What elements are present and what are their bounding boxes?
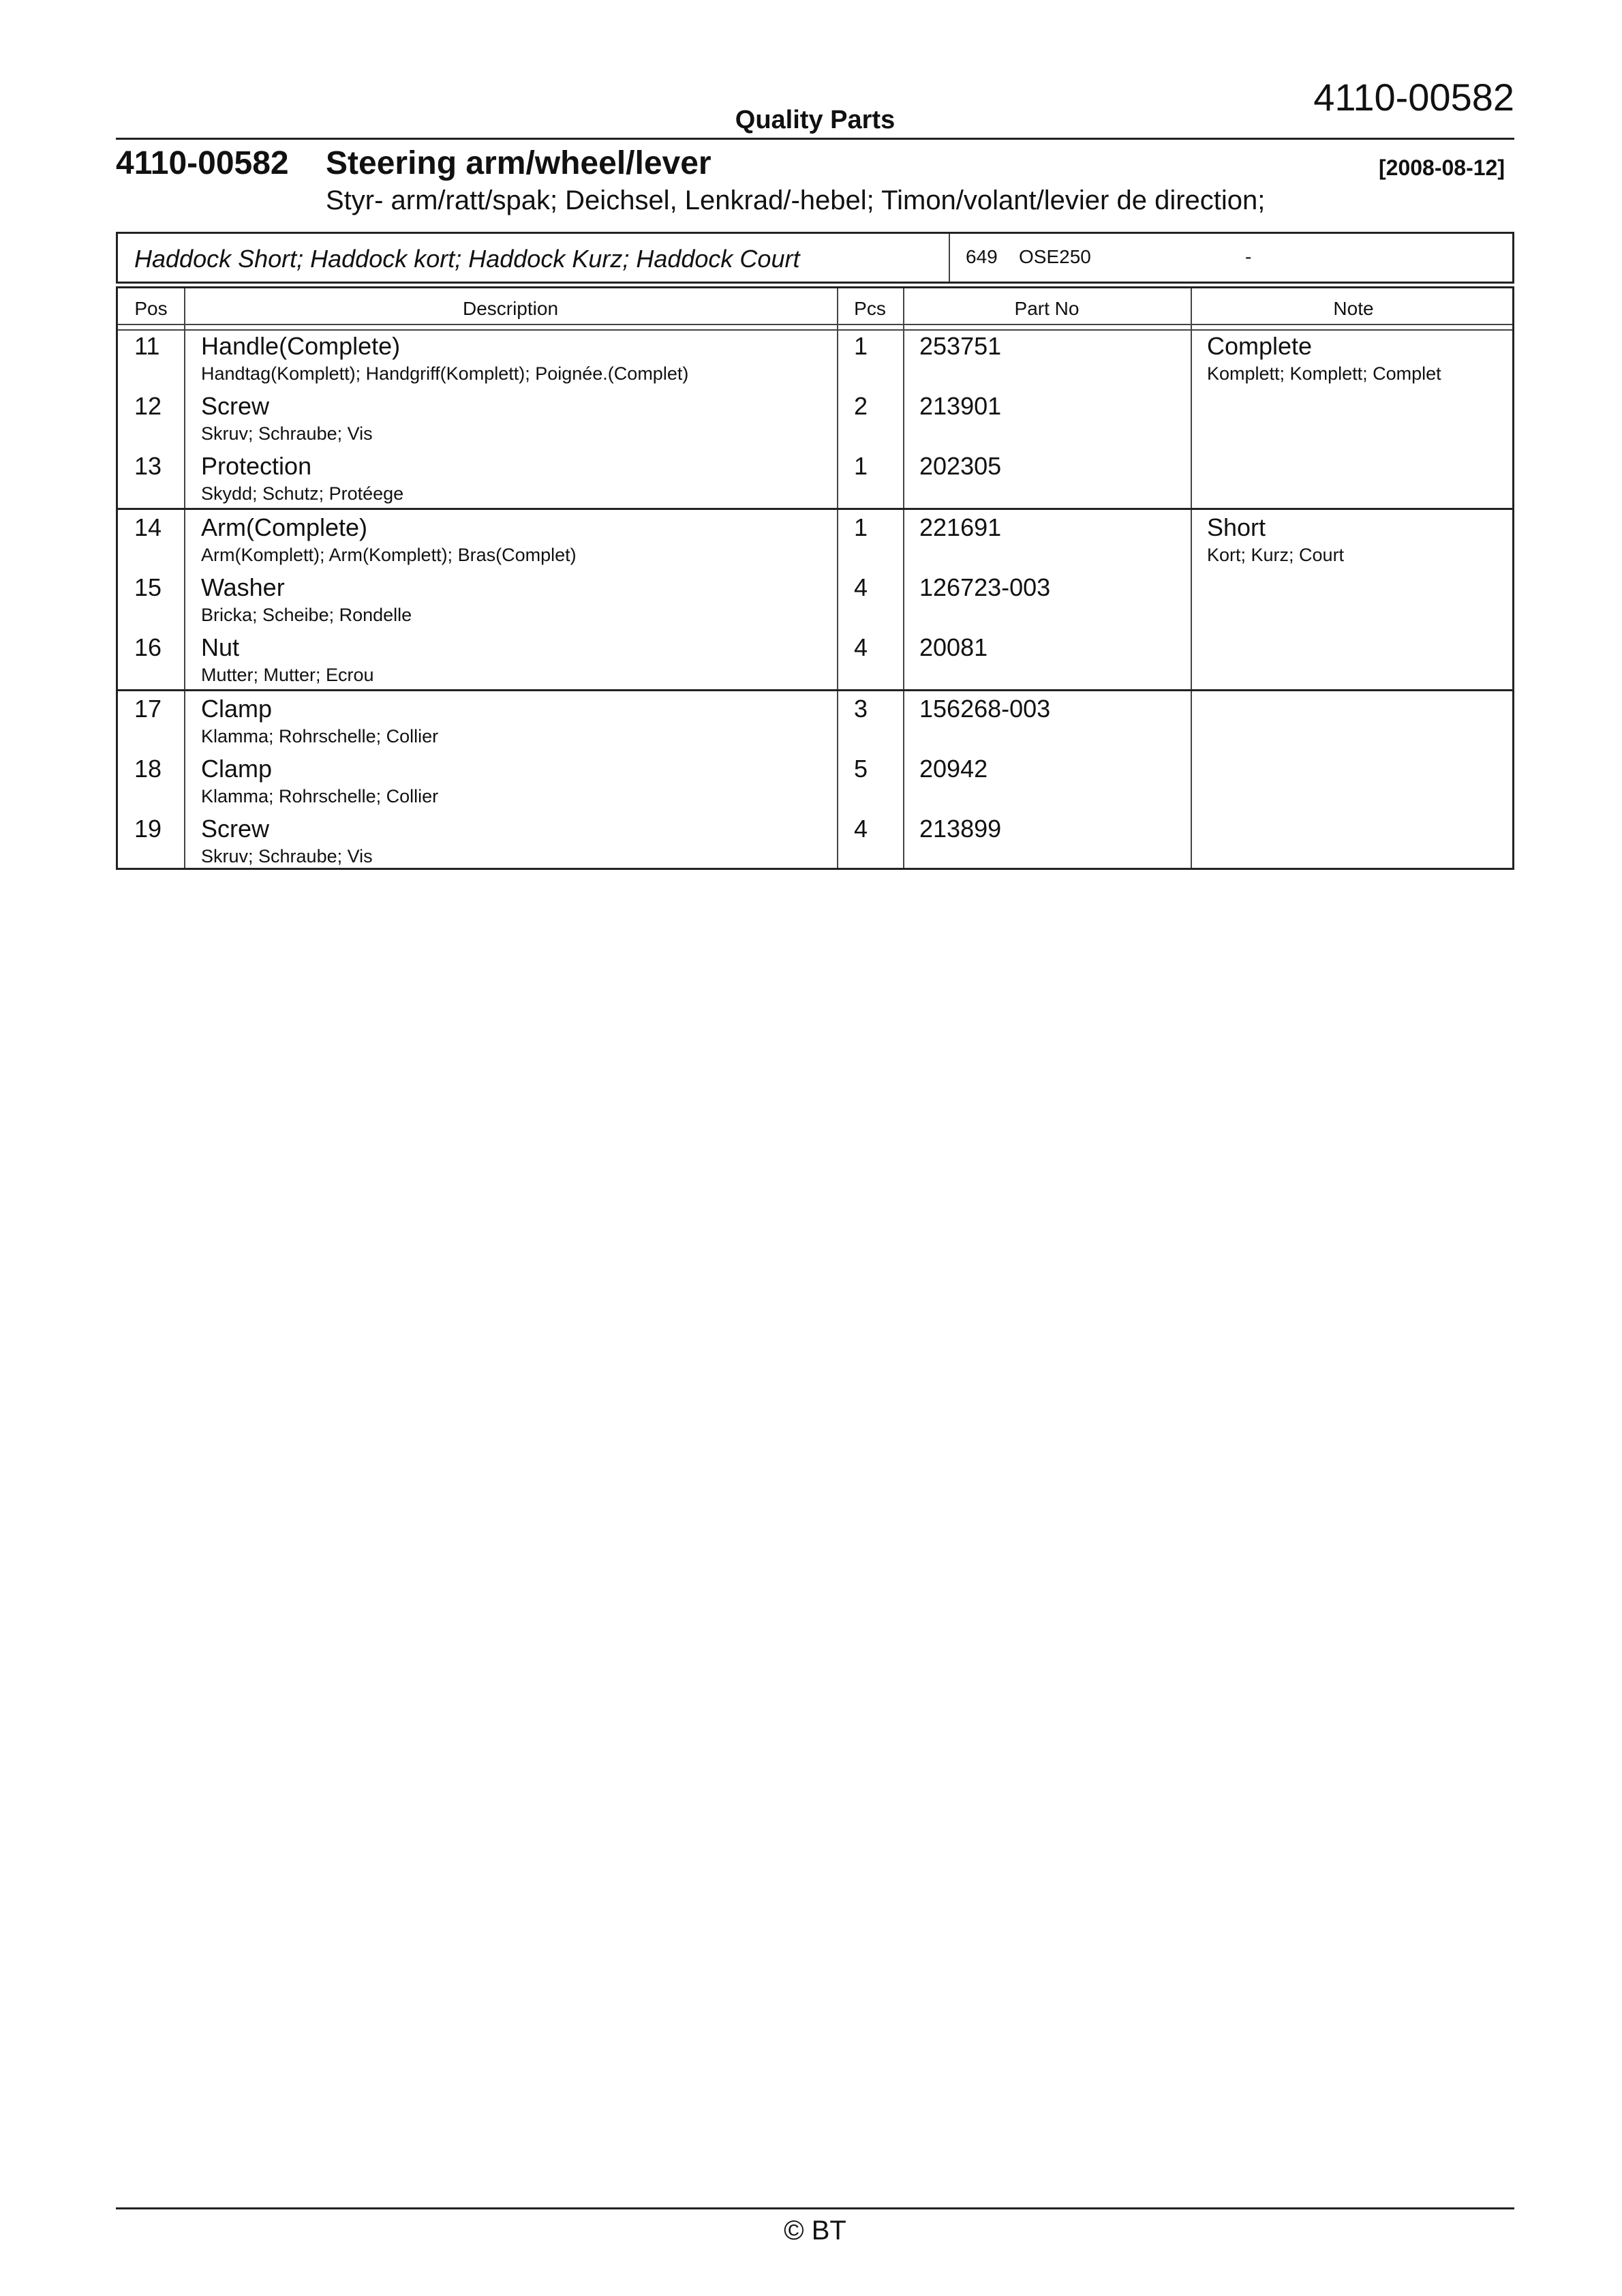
row-description-translations: Klamma; Rohrschelle; Collier — [201, 726, 439, 746]
row-pos: 13 — [134, 452, 162, 480]
row-partno: 126723-003 — [919, 573, 1051, 601]
row-description-translations: Klamma; Rohrschelle; Collier — [201, 786, 439, 806]
row-note-translations: Komplett; Komplett; Complet — [1207, 363, 1441, 384]
row-pos: 15 — [134, 573, 162, 601]
row-partno: 213899 — [919, 815, 1002, 843]
row-pcs: 3 — [854, 695, 868, 723]
row-pcs: 1 — [854, 452, 868, 480]
table-row — [118, 572, 1512, 632]
footer-rule — [116, 2207, 1514, 2209]
row-description: Screw — [201, 815, 270, 843]
row-pos: 16 — [134, 633, 162, 661]
parts-table — [116, 286, 1514, 870]
row-pos: 17 — [134, 695, 162, 723]
row-partno: 156268-003 — [919, 695, 1051, 723]
row-description-translations: Skruv; Schraube; Vis — [201, 423, 373, 444]
table-row — [118, 632, 1512, 692]
row-partno: 202305 — [919, 452, 1002, 480]
row-pos: 11 — [134, 332, 160, 360]
table-row — [118, 391, 1512, 451]
row-description-translations: Skydd; Schutz; Protéege — [201, 483, 404, 504]
row-description: Nut — [201, 633, 240, 661]
row-partno: 20081 — [919, 633, 988, 661]
row-description: Screw — [201, 392, 270, 420]
header-title: Quality Parts — [735, 106, 896, 134]
row-partno: 20942 — [919, 755, 988, 783]
row-pos: 14 — [134, 513, 162, 541]
table-row — [118, 331, 1512, 391]
row-description-translations: Handtag(Komplett); Handgriff(Komplett); Poignée.(Complet) — [201, 363, 689, 384]
header-part-number: 4110-00582 — [1313, 76, 1514, 119]
assembly-translations: Styr- arm/ratt/spak; Deichsel, Lenkrad/-hebel; Timon/volant/levier de direction; — [326, 185, 1266, 215]
row-description-translations: Arm(Komplett); Arm(Komplett); Bras(Complet) — [201, 545, 577, 565]
row-partno: 221691 — [919, 513, 1002, 541]
row-note-translations: Kort; Kurz; Court — [1207, 545, 1345, 565]
column-header-pcs: Pcs — [854, 298, 886, 319]
column-header-description: Description — [462, 298, 559, 319]
row-pos: 19 — [134, 815, 162, 843]
assembly-date: [2008-08-12] — [1379, 155, 1505, 180]
model-code: 649 — [966, 246, 998, 267]
row-pcs: 4 — [854, 573, 868, 601]
row-description: Arm(Complete) — [201, 513, 368, 541]
model-divider — [949, 234, 950, 282]
table-row — [118, 813, 1512, 873]
column-header-note: Note — [1333, 298, 1374, 319]
column-header-partno: Part No — [1014, 298, 1080, 319]
row-pcs: 2 — [854, 392, 868, 420]
model-names: Haddock Short; Haddock kort; Haddock Kurz; Haddock Court — [134, 245, 800, 273]
row-partno: 213901 — [919, 392, 1002, 420]
row-pcs: 1 — [854, 332, 868, 360]
assembly-code: 4110-00582 — [116, 145, 289, 181]
row-note: Complete — [1207, 332, 1313, 360]
table-row — [118, 753, 1512, 813]
page-header — [116, 75, 1514, 140]
model-box — [116, 232, 1514, 284]
table-row — [118, 693, 1512, 753]
assembly-name: Steering arm/wheel/lever — [326, 145, 711, 181]
row-description: Clamp — [201, 695, 273, 723]
row-pcs: 4 — [854, 633, 868, 661]
row-partno: 253751 — [919, 332, 1002, 360]
row-description-translations: Skruv; Schraube; Vis — [201, 846, 373, 866]
row-pcs: 5 — [854, 755, 868, 783]
header-rule — [118, 324, 1512, 325]
model-dash: - — [1245, 246, 1252, 267]
row-description-translations: Bricka; Scheibe; Rondelle — [201, 605, 412, 625]
model-serie: OSE250 — [1019, 246, 1091, 267]
row-description: Clamp — [201, 755, 273, 783]
table-row — [118, 451, 1512, 511]
row-pos: 18 — [134, 755, 162, 783]
row-note: Short — [1207, 513, 1266, 541]
row-description: Protection — [201, 452, 312, 480]
row-pcs: 4 — [854, 815, 868, 843]
row-description: Handle(Complete) — [201, 332, 401, 360]
row-description-translations: Mutter; Mutter; Ecrou — [201, 665, 374, 685]
footer-copyright: © BT — [784, 2216, 846, 2246]
table-row — [118, 512, 1512, 572]
row-pos: 12 — [134, 392, 162, 420]
row-pcs: 1 — [854, 513, 868, 541]
row-description: Washer — [201, 573, 285, 601]
column-header-pos: Pos — [134, 298, 168, 319]
